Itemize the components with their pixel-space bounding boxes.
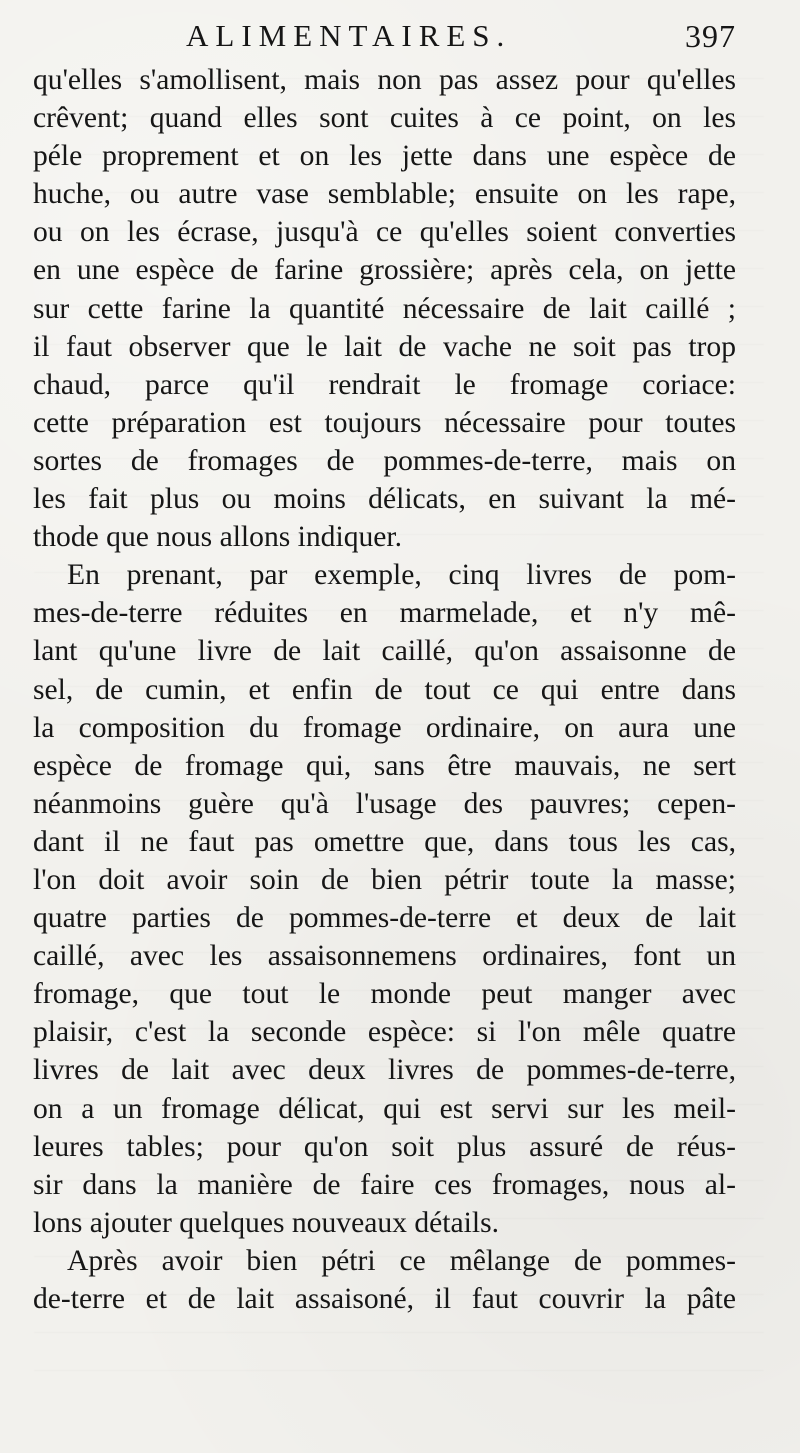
text-line: livres de lait avec deux livres de pommes-de-terre, xyxy=(33,1054,736,1087)
text-line: lant qu'une livre de lait caillé, qu'on assaisonne de xyxy=(33,635,736,668)
text-line: espèce de fromage qui, sans être mauvais, ne sert xyxy=(33,749,736,782)
text-line: leures tables; pour qu'on soit plus assuré de réus- xyxy=(33,1130,736,1163)
text-line: fromage, que tout le monde peut manger avec xyxy=(33,978,736,1011)
text-line: plaisir, c'est la seconde espèce: si l'on mêle quatre xyxy=(33,1016,736,1049)
text-line: mes-de-terre réduites en marmelade, et n'y mê- xyxy=(33,597,736,630)
text-line: l'on doit avoir soin de bien pétrir toute la masse; xyxy=(33,863,736,896)
text-line: il faut observer que le lait de vache ne soit pas trop xyxy=(33,330,736,363)
body-text xyxy=(33,61,736,1318)
text-line: dant il ne faut pas omettre que, dans tous les cas, xyxy=(33,825,736,858)
text-line: qu'elles s'amollisent, mais non pas assez pour qu'elles xyxy=(33,64,736,96)
text-line: la composition du fromage ordinaire, on aura une xyxy=(33,711,736,744)
text-line: cette préparation est toujours nécessaire pour toutes xyxy=(33,406,736,439)
text-line: chaud, parce qu'il rendrait le fromage coriace: xyxy=(33,368,736,401)
text-line: huche, ou autre vase semblable; ensuite on les rape, xyxy=(33,178,736,211)
text-line: en une espèce de farine grossière; après cela, on jette xyxy=(33,254,736,287)
text-line: les fait plus ou moins délicats, en suivant la mé- xyxy=(33,483,736,516)
text-line: caillé, avec les assaisonnemens ordinaires, font un xyxy=(33,940,736,973)
text-line: crêvent; quand elles sont cuites à ce point, on les xyxy=(33,102,736,135)
text-line: sel, de cumin, et enfin de tout ce qui entre dans xyxy=(33,673,736,706)
text-line: de-terre et de lait assaisoné, il faut couvrir la pâte xyxy=(33,1283,736,1315)
text-line: ou on les écrase, jusqu'à ce qu'elles soient converties xyxy=(33,216,736,249)
running-head: ALIMENTAIRES. xyxy=(186,18,512,53)
paragraph-end-line: thode que nous allons indiquer. xyxy=(33,521,403,554)
paragraph-start-line: En prenant, par exemple, cinq livres de pom- xyxy=(67,559,736,592)
page-number: 397 xyxy=(685,18,736,54)
text-line: néanmoins guère qu'à l'usage des pauvres; cepen- xyxy=(33,787,736,820)
text-line: péle proprement et on les jette dans une espèce de xyxy=(33,140,736,173)
paragraph-start-line: Après avoir bien pétri ce mêlange de pommes- xyxy=(67,1244,736,1277)
text-line: sir dans la manière de faire ces fromages, nous al- xyxy=(33,1168,736,1201)
text-line: sur cette farine la quantité nécessaire de lait caillé ; xyxy=(33,292,736,325)
text-line: on a un fromage délicat, qui est servi sur les meil- xyxy=(33,1092,736,1125)
page-header xyxy=(0,16,800,58)
text-line: sortes de fromages de pommes-de-terre, mais on xyxy=(33,444,736,477)
text-line: quatre parties de pommes-de-terre et deux de lait xyxy=(33,902,736,935)
paragraph-end-line: lons ajouter quelques nouveaux détails. xyxy=(33,1206,499,1239)
